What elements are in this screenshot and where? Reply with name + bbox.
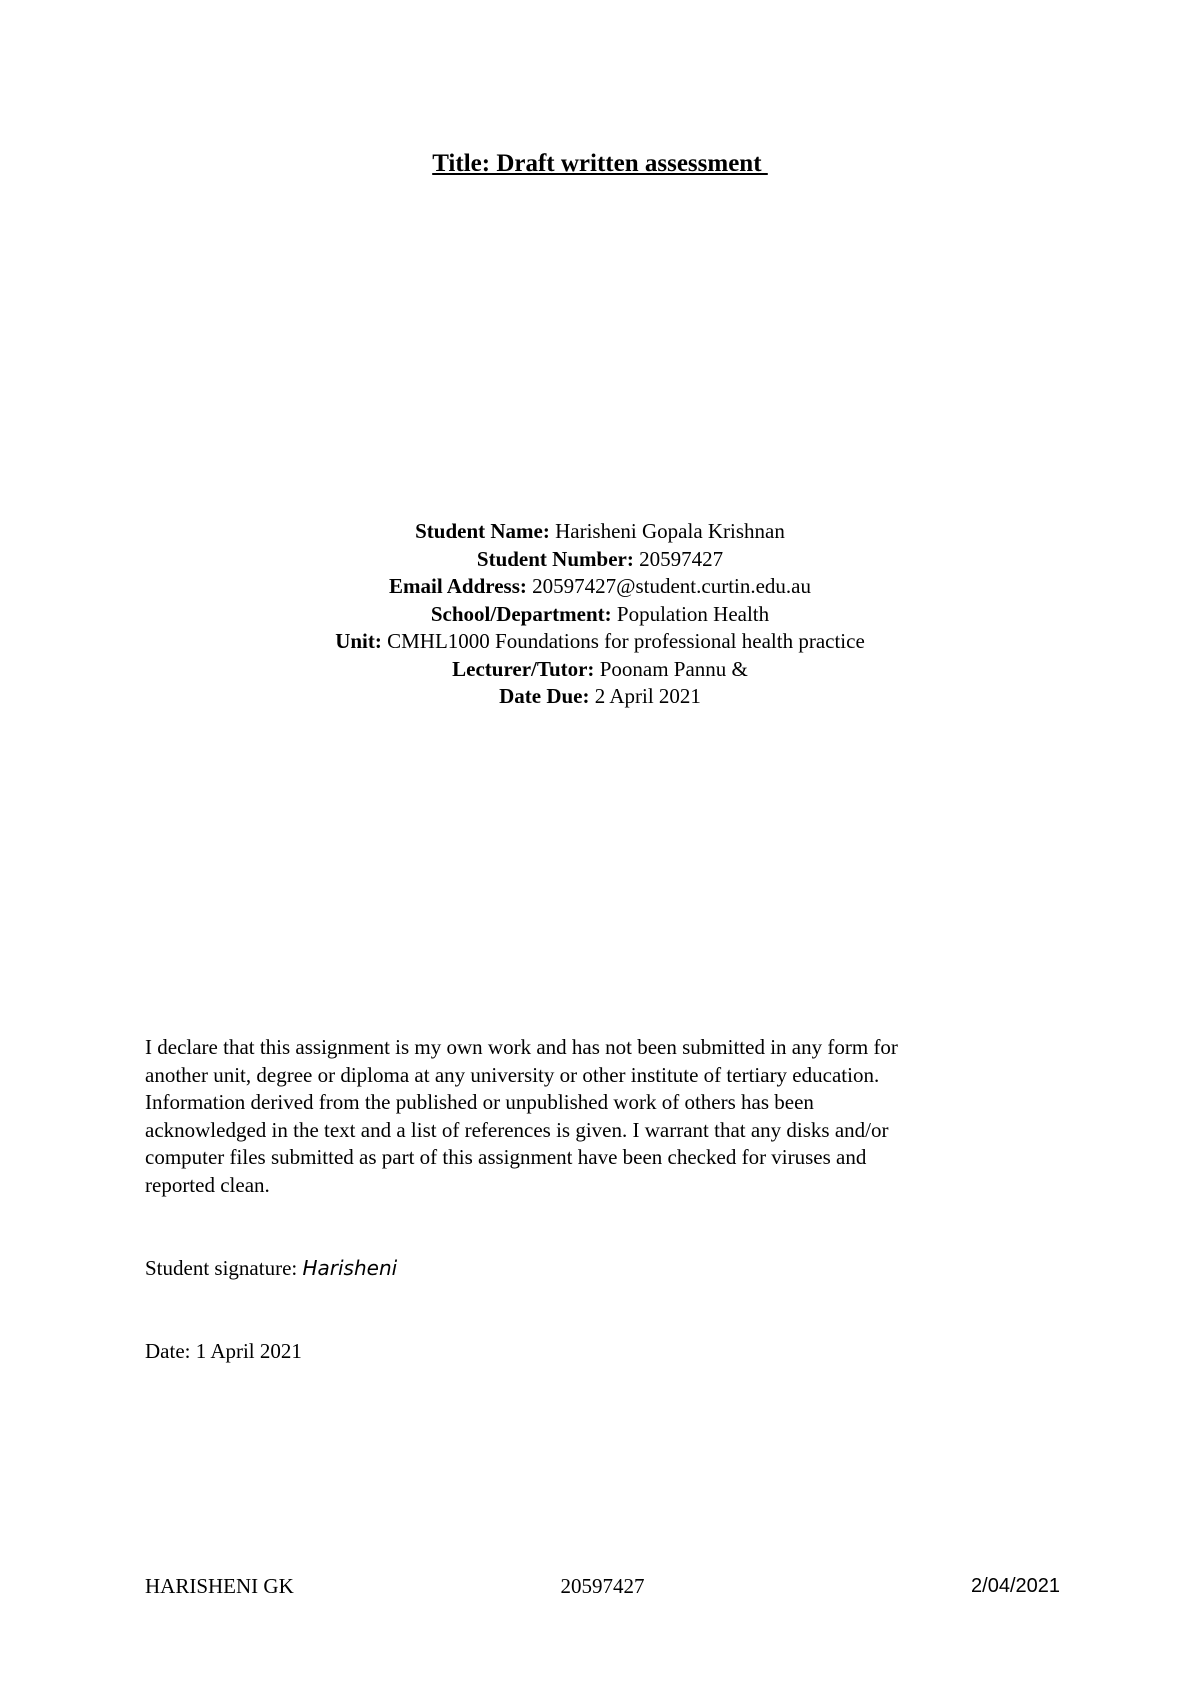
student-name-line bbox=[0, 518, 1200, 546]
declaration-line: reported clean. bbox=[145, 1172, 270, 1197]
email-value: 20597427@student.curtin.edu.au bbox=[526, 574, 812, 598]
unit-value: CMHL1000 Foundations for professional health practice bbox=[381, 629, 865, 653]
document-title bbox=[0, 148, 1200, 180]
school-line bbox=[0, 601, 1200, 629]
footer-student-name: HARISHENI GK bbox=[145, 1574, 294, 1598]
declaration-line: another unit, degree or diploma at any university or other institute of tertiary education. bbox=[145, 1062, 880, 1087]
declaration-line: computer files submitted as part of this assignment have been checked for viruses and bbox=[145, 1145, 867, 1169]
declaration-paragraph bbox=[145, 1034, 1045, 1199]
signed-date-line: Date: 1 April 2021 bbox=[145, 1339, 302, 1363]
email-line bbox=[0, 573, 1200, 601]
footer-student-number: 20597427 bbox=[560, 1574, 645, 1598]
declaration-line: acknowledged in the text and a list of references is given. I warrant that any disks and/or bbox=[145, 1117, 889, 1142]
date-due-label: Date Due: bbox=[499, 684, 590, 708]
lecturer-line bbox=[0, 656, 1200, 684]
date-due-line bbox=[0, 683, 1200, 711]
lecturer-label: Lecturer/Tutor: bbox=[452, 656, 595, 681]
signature-name: Harisheni bbox=[302, 1256, 398, 1280]
student-number-label: Student Number: bbox=[476, 546, 634, 571]
declaration-line: Information derived from the published or unpublished work of others has been bbox=[145, 1090, 814, 1114]
student-info-block bbox=[0, 518, 1200, 711]
declaration-line: I declare that this assignment is my own work and has not been submitted in any form for bbox=[145, 1035, 898, 1059]
student-number-value: 20597427 bbox=[633, 546, 724, 571]
signature-label: Student signature: bbox=[145, 1256, 303, 1280]
student-signature-line bbox=[145, 1254, 397, 1282]
student-name-label: Student Name: bbox=[415, 519, 550, 543]
lecturer-value: Poonam Pannu & bbox=[594, 656, 748, 681]
school-label: School/Department: bbox=[430, 601, 612, 626]
school-value: Population Health bbox=[611, 601, 770, 626]
student-number-line bbox=[0, 546, 1200, 574]
student-name-value: Harisheni Gopala Krishnan bbox=[549, 519, 785, 543]
document-title-text: Title: Draft written assessment bbox=[432, 150, 768, 177]
footer-date: 2/04/2021 bbox=[971, 1575, 1060, 1597]
unit-label: Unit: bbox=[335, 629, 382, 653]
unit-line bbox=[0, 628, 1200, 656]
email-label: Email Address: bbox=[388, 574, 527, 598]
date-due-value: 2 April 2021 bbox=[589, 684, 701, 708]
